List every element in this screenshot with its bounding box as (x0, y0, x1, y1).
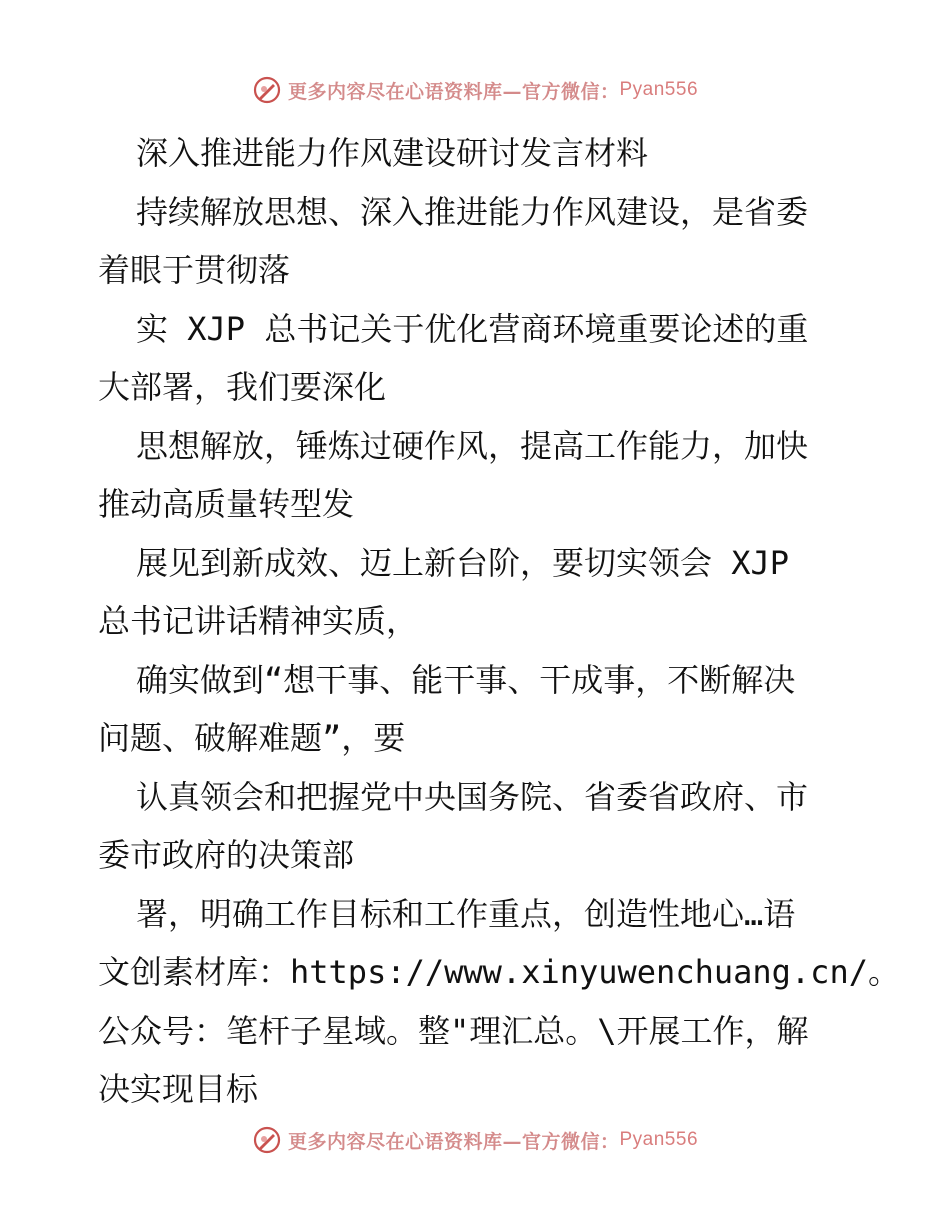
header-banner-handle: Pyan556 (619, 79, 699, 100)
doc-title: 深入推进能力作风建设研讨发言材料 (136, 134, 649, 172)
doc-line: 展见到新成效、迈上新台阶，要切实领会 XJP (136, 543, 790, 582)
doc-line: 文创素材库：https://www.xinyuwenchuang.cn/。 (98, 953, 900, 991)
header-banner-text: 更多内容尽在心语资料库—官方微信： (287, 80, 620, 103)
doc-line: 思想解放，锤炼过硬作风，提高工作能力，加快 (136, 426, 809, 465)
doc-line: 认真领会和把握党中央国务院、省委省政府、市 (136, 777, 809, 816)
quill-logo-icon (252, 1125, 282, 1155)
doc-line: 问题、破解难题”，要 (98, 719, 406, 757)
doc-line: 决实现目标 (98, 1070, 259, 1108)
doc-line: 确实做到“想干事、能干事、干成事，不断解决 (136, 660, 796, 699)
doc-line: 大部署，我们要深化 (98, 368, 387, 406)
doc-line: 实 XJP 总书记关于优化营商环境重要论述的重 (136, 309, 809, 348)
doc-line: 着眼于贯彻落 (98, 251, 291, 289)
footer-watermark-banner (0, 1120, 950, 1160)
doc-line: 持续解放思想、深入推进能力作风建设，是省委 (136, 192, 809, 231)
doc-line: 推动高质量转型发 (98, 485, 355, 523)
doc-line: 署，明确工作目标和工作重点，创造性地心…语 (136, 894, 796, 933)
header-watermark-banner (0, 70, 950, 110)
quill-logo-icon (252, 75, 282, 105)
doc-line: 委市政府的决策部 (98, 836, 355, 874)
document-body (98, 124, 900, 1119)
doc-line: 公众号：笔杆子星域。整"理汇总。\开展工作，解 (98, 1011, 809, 1050)
footer-banner-handle: Pyan556 (619, 1129, 699, 1150)
doc-line: 总书记讲话精神实质， (98, 602, 419, 640)
footer-banner-text: 更多内容尽在心语资料库—官方微信： (287, 1130, 620, 1153)
